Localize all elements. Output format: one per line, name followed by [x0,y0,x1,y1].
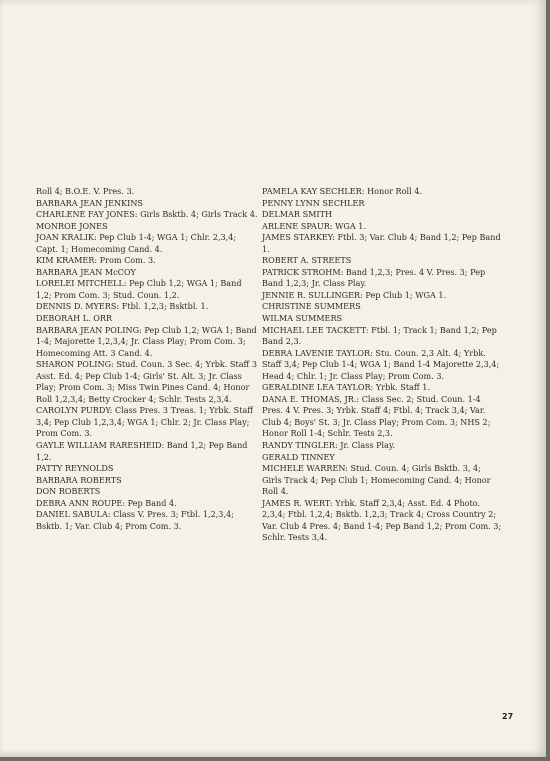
senior-entry: DANIEL SABULA: Class V. Pres. 3; Ftbl. 1,2,3,4; Bsktb. 1; Var. Club 4; Prom Com. 3. [36,509,234,531]
senior-entry: ROBERT A. STREETS [262,255,352,266]
senior-entry: DELMAR SMITH [262,209,333,220]
senior-entry: BARBARA JEAN JENKINS [36,197,143,208]
senior-entry: SHARON POLING: Stud. Coun. 3 Sec. 4; Yrbk. Staff 3 Asst. Ed. 4; Pep Club 1-4; Girls' St. Alt. 3; Jr. Class Play; Prom Com. 3; Miss Twin Pines Cand. 4; Honor Roll 1,2,3,4; Betty Crocker 4; Schlr. Tests 2,3,4. [36,359,258,404]
senior-entry: DEBRA LAVENIE TAYLOR: Stu. Coun. 2,3 Alt. 4; Yrbk. Staff 3,4; Pep Club 1-4; WGA 1; Band 1-4 Majorette 2,3,4; Head 4; Chlr. 1; Jr. Class Play; Prom Com. 3. [262,347,500,381]
senior-entry: BARBARA JEAN POLING: Pep Club 1,2; WGA 1; Band 1-4; Majorette 1,2,3,4; Jr. Class Play; Prom Com. 3; Homecoming Att. 3 Cand. 4. [36,324,257,358]
senior-entry: WILMA SUMMERS [262,313,343,324]
senior-entry: DEBORAH L. ORR [36,313,113,324]
senior-entry: PENNY LYNN SECHLER [262,197,365,208]
senior-entry: JAMES R. WERT: Yrbk. Staff 2,3,4; Asst. Ed. 4 Photo. 2,3,4; Ftbl. 1,2,4; Bsktb. 1,2,3; Track 4; Cross Country 2; Var. Club 4 Pres. 4; Band 1-4; Pep Band 1,2; Prom Com. 3; Schlr. Tests 3,4. [262,497,502,543]
senior-entry: GERALDINE LEA TAYLOR: Yrbk. Staff 1. [262,382,430,393]
senior-entry: KIM KRAMER: Prom Com. 3. [36,255,156,266]
senior-entry: CHRISTINE SUMMERS [262,301,361,312]
senior-entry: PATRICK STROHM: Band 1,2,3; Pres. 4 V. Pres. 3; Pep Band 1,2,3; Jr. Class Play. [262,266,486,289]
senior-entry: CAROLYN PURDY: Class Pres. 3 Treas. 1; Yrbk. Staff 3,4; Pep Club 1,2,3,4; WGA 1; Chlr. 2; Jr. Class Play; Prom Com. 3. [36,405,254,439]
senior-entry: JOAN KRALIK: Pep Club 1-4; WGA 1; Chlr. 2,3,4; Capt. 1; Homecoming Cand. 4. [36,232,237,254]
senior-entry: BARBARA JEAN McCOY [36,266,136,277]
senior-entry: MONROE JONES [36,220,108,231]
senior-entry: Roll 4; B.O.E. V. Pres. 3. [36,186,135,196]
senior-entry: JENNIE R. SULLINGER: Pep Club 1; WGA 1. [262,289,447,300]
left-column [36,186,258,532]
senior-entry: DEBRA ANN ROUPE: Pep Band 4. [36,497,177,508]
senior-entry: BARBARA ROBERTS [36,474,122,485]
page-number: 27 [502,712,514,721]
senior-entry: PATTY REYNOLDS [36,463,114,474]
senior-entry: ARLENE SPAUR: WGA 1. [262,220,367,231]
right-column [262,186,502,544]
senior-entry: GAYLE WILLIAM RARESHEID: Band 1,2; Pep Band 1,2. [36,440,248,462]
senior-entry: JAMES STARKEY: Ftbl. 3; Var. Club 4; Band 1,2; Pep Band 1. [262,232,501,254]
senior-entry: GERALD TINNEY [262,451,335,462]
senior-entry: MICHAEL LEE TACKETT: Ftbl. 1; Track 1; Band 1,2; Pep Band 2,3. [262,324,497,347]
senior-entry: DENNIS D. MYERS: Ftbl. 1,2,3; Bsktbl. 1. [36,301,209,312]
senior-entry: RANDY TINGLER: Jr. Class Play. [262,440,396,451]
senior-entry: CHARLENE FAY JONES: Girls Bsktb. 4; Girls Track 4. [36,209,258,220]
senior-entry: PAMELA KAY SECHLER: Honor Roll 4. [262,186,422,196]
senior-entry: DON ROBERTS [36,486,101,497]
senior-entry: LORELEI MITCHELL: Pep Club 1,2; WGA 1; Band 1,2; Prom Com. 3; Stud. Coun. 1,2. [36,278,242,300]
senior-entry: DANA E. THOMAS, JR.: Class Sec. 2; Stud. Coun. 1-4 Pres. 4 V. Pres. 3; Yrbk. Staff 4; Ftbl. 4; Track 3,4; Var. Club 4; Boys' St. 3; Jr. Class Play; Prom Com. 3; NHS 2; Honor Roll 1-4; Schlr. Tests 2,3. [262,393,491,439]
senior-entry: MICHELE WARREN: Stud. Coun. 4; Girls Bsktb. 3, 4; Girls Track 4; Pep Club 1; Homecoming Cand. 4; Honor Roll 4. [262,463,491,497]
